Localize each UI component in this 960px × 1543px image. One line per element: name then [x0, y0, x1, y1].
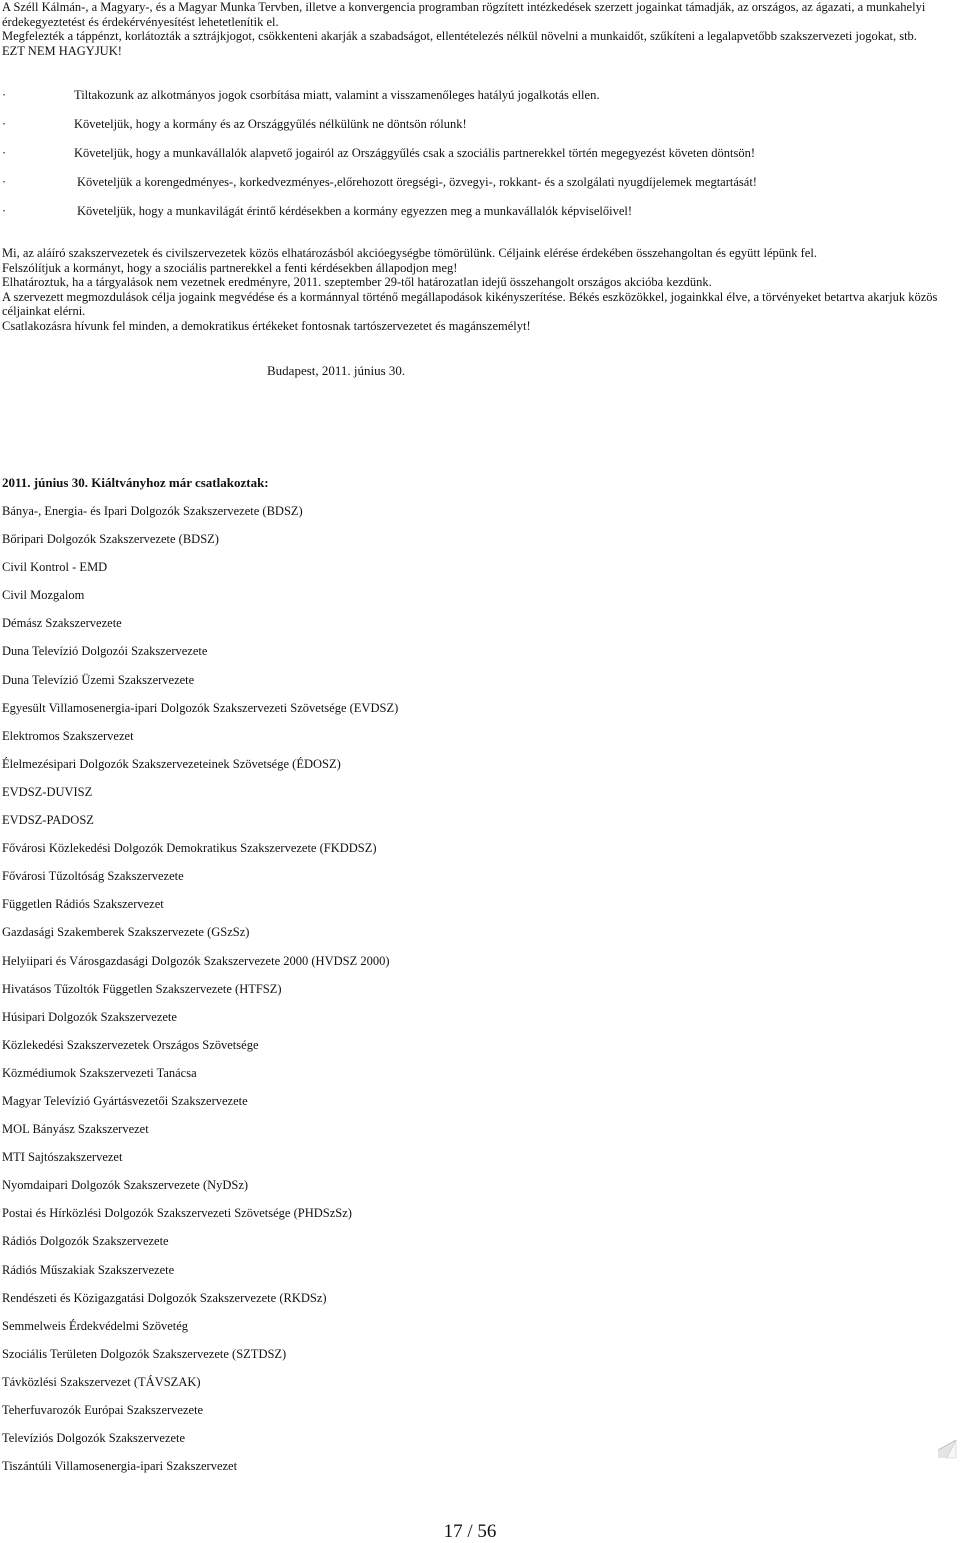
- signer-item: Húsipari Dolgozók Szakszervezete: [2, 1009, 177, 1024]
- intro-paragraph-1: A Széll Kálmán-, a Magyary-, és a Magyar Munka Tervben, illetve a konvergencia programban rögzített intézkedések szerzett jogainkat támadják, az országos, az ágazati, a munkahelyi érdekegyeztetést és érdekérvényesítést lehetetlenítik el.: [2, 0, 926, 29]
- signer-item: Duna Televízió Dolgozói Szakszervezete: [2, 644, 208, 659]
- signers-list: [2, 504, 398, 1487]
- signer-item: Televíziós Dolgozók Szakszervezete: [2, 1431, 186, 1446]
- signer-item: Független Rádiós Szakszervezet: [2, 897, 164, 912]
- summary-paragraph-1: Mi, az aláíró szakszervezetek és civilszervezetek közös elhatározásból akcióegységbe tömörülünk. Céljaink elérése érdekében összehangoltan és együtt lépünk fel.: [2, 246, 817, 260]
- signer-item: EVDSZ-PADOSZ: [2, 813, 94, 828]
- demand-text: Követeljük a korengedményes-, korkedvezményes-,előrehozott öregségi-, özvegyi-, rokkant- és a szolgálati nyugdíjelemek megtartását!: [77, 175, 757, 189]
- signer-item: Hivatásos Tűzoltók Független Szakszervezete (HTFSZ): [2, 981, 282, 996]
- signer-item: Bőripari Dolgozók Szakszervezete (BDSZ): [2, 532, 219, 547]
- signer-item: Bánya-, Energia- és Ipari Dolgozók Szakszervezete (BDSZ): [2, 504, 303, 518]
- signer-item: Nyomdaipari Dolgozók Szakszervezete (NyDSz): [2, 1178, 249, 1193]
- signer-item: Civil Mozgalom: [2, 588, 85, 603]
- page-curl-icon[interactable]: [936, 1438, 958, 1460]
- summary-paragraph-3: Elhatároztuk, ha a tárgyalások nem vezetnek eredményre, 2011. szeptember 29-től határozatlan idejű összehangolt országos akcióba kezdünk.: [2, 275, 712, 289]
- signer-item: Egyesült Villamosenergia-ipari Dolgozók Szakszervezeti Szövetsége (EVDSZ): [2, 700, 399, 715]
- signer-item: Teherfuvarozók Európai Szakszervezete: [2, 1403, 204, 1417]
- signer-item: MTI Sajtószakszervezet: [2, 1150, 123, 1165]
- demand-item: [2, 88, 952, 117]
- signer-item: Közlekedési Szakszervezetek Országos Szövetsége: [2, 1037, 259, 1052]
- demand-text: Tiltakozunk az alkotmányos jogok csorbítása miatt, valamint a visszamenőleges hatályú jogalkotás ellen.: [74, 88, 600, 102]
- signer-item: Démász Szakszervezete: [2, 616, 122, 631]
- bullet: ·: [2, 146, 7, 160]
- signer-item: Élelmezésipari Dolgozók Szakszervezeteinek Szövetsége (ÉDOSZ): [2, 756, 341, 771]
- summary-paragraph-2: Felszólítjuk a kormányt, hogy a szociális partnerekkel a fenti kérdésekben állapodjon meg!: [2, 260, 458, 275]
- signer-item: EVDSZ-DUVISZ: [2, 784, 93, 799]
- signer-item: Semmelweis Érdekvédelmi Szövetég: [2, 1318, 189, 1333]
- signer-item: Magyar Televízió Gyártásvezetői Szakszervezete: [2, 1093, 248, 1108]
- signer-item: Postai és Hírközlési Dolgozók Szakszervezeti Szövetsége (PHDSzSz): [2, 1206, 352, 1221]
- demand-item: [2, 117, 952, 146]
- signer-item: Szociális Területen Dolgozók Szakszervezete (SZTDSZ): [2, 1346, 287, 1361]
- summary-paragraph-5: Csatlakozásra hívunk fel minden, a demokratikus értékeket fontosnak tartószervezetet és magánszemélyt!: [2, 318, 531, 333]
- bullet: ·: [2, 117, 7, 131]
- demand-text: Követeljük, hogy a kormány és az Országgyűlés nélkülünk ne döntsön rólunk!: [74, 117, 467, 131]
- signer-item: Civil Kontrol - EMD: [2, 560, 108, 575]
- signer-item: Gazdasági Szakemberek Szakszervezete (GSzSz): [2, 925, 250, 940]
- intro-paragraph-2: Megfelezték a táppénzt, korlátozták a sztrájkjogot, csökkenteni akarják a szabadságot, ellentételezés nélkül növelni a munkaidőt, szűkíteni a legalapvetőbb szakszervezeti jogokat, stb.: [2, 29, 917, 43]
- intro-section: [2, 0, 932, 58]
- signer-item: MOL Bányász Szakszervezet: [2, 1122, 149, 1137]
- signer-item: Rádiós Műszakiak Szakszervezete: [2, 1262, 175, 1277]
- demand-item: [2, 146, 952, 175]
- signer-item: Helyiipari és Városgazdasági Dolgozók Szakszervezete 2000 (HVDSZ 2000): [2, 953, 390, 968]
- bullet: ·: [2, 175, 7, 189]
- signer-item: Rádiós Dolgozók Szakszervezete: [2, 1234, 169, 1249]
- signers-heading: 2011. június 30. Kiáltványhoz már csatlakoztak:: [2, 475, 269, 490]
- summary-section: [2, 246, 942, 333]
- signer-item: Elektromos Szakszervezet: [2, 728, 134, 743]
- bullet: ·: [2, 204, 7, 218]
- demand-item: [2, 204, 952, 233]
- signer-item: Rendészeti és Közigazgatási Dolgozók Szakszervezete (RKDSz): [2, 1290, 327, 1305]
- page-number: 17 / 56: [443, 1521, 497, 1542]
- demand-text: Követeljük, hogy a munkavilágát érintő kérdésekben a kormány egyezzen meg a munkavállalók képviselőivel!: [77, 204, 633, 218]
- signer-item: Duna Televízió Üzemi Szakszervezete: [2, 672, 195, 687]
- signer-item: Fővárosi Közlekedési Dolgozók Demokratikus Szakszervezete (FKDDSZ): [2, 841, 377, 856]
- summary-paragraph-4: A szervezett megmozdulások célja jogaink megvédése és a kormánnyal történő megállapodások kikényszerítése. Békés eszközökkel, jogainkkal élve, a törvényeket betartva akarjuk közös céljainkat elérni.: [2, 289, 938, 318]
- dateline: Budapest, 2011. június 30.: [267, 363, 406, 378]
- signer-item: Fővárosi Tűzoltóság Szakszervezete: [2, 869, 184, 884]
- signer-item: Közmédiumok Szakszervezeti Tanácsa: [2, 1065, 197, 1080]
- demands-list: [2, 88, 952, 233]
- intro-slogan: EZT NEM HAGYJUK!: [2, 43, 122, 58]
- signer-item: Távközlési Szakszervezet (TÁVSZAK): [2, 1374, 201, 1389]
- signer-item: Tiszántúli Villamosenergia-ipari Szakszervezet: [2, 1459, 238, 1474]
- demand-text: Követeljük, hogy a munkavállalók alapvető jogairól az Országgyűlés csak a szociális partnerekkel történ megegyezést követen döntsön!: [74, 146, 756, 160]
- bullet: ·: [2, 88, 7, 102]
- demand-item: [2, 175, 952, 204]
